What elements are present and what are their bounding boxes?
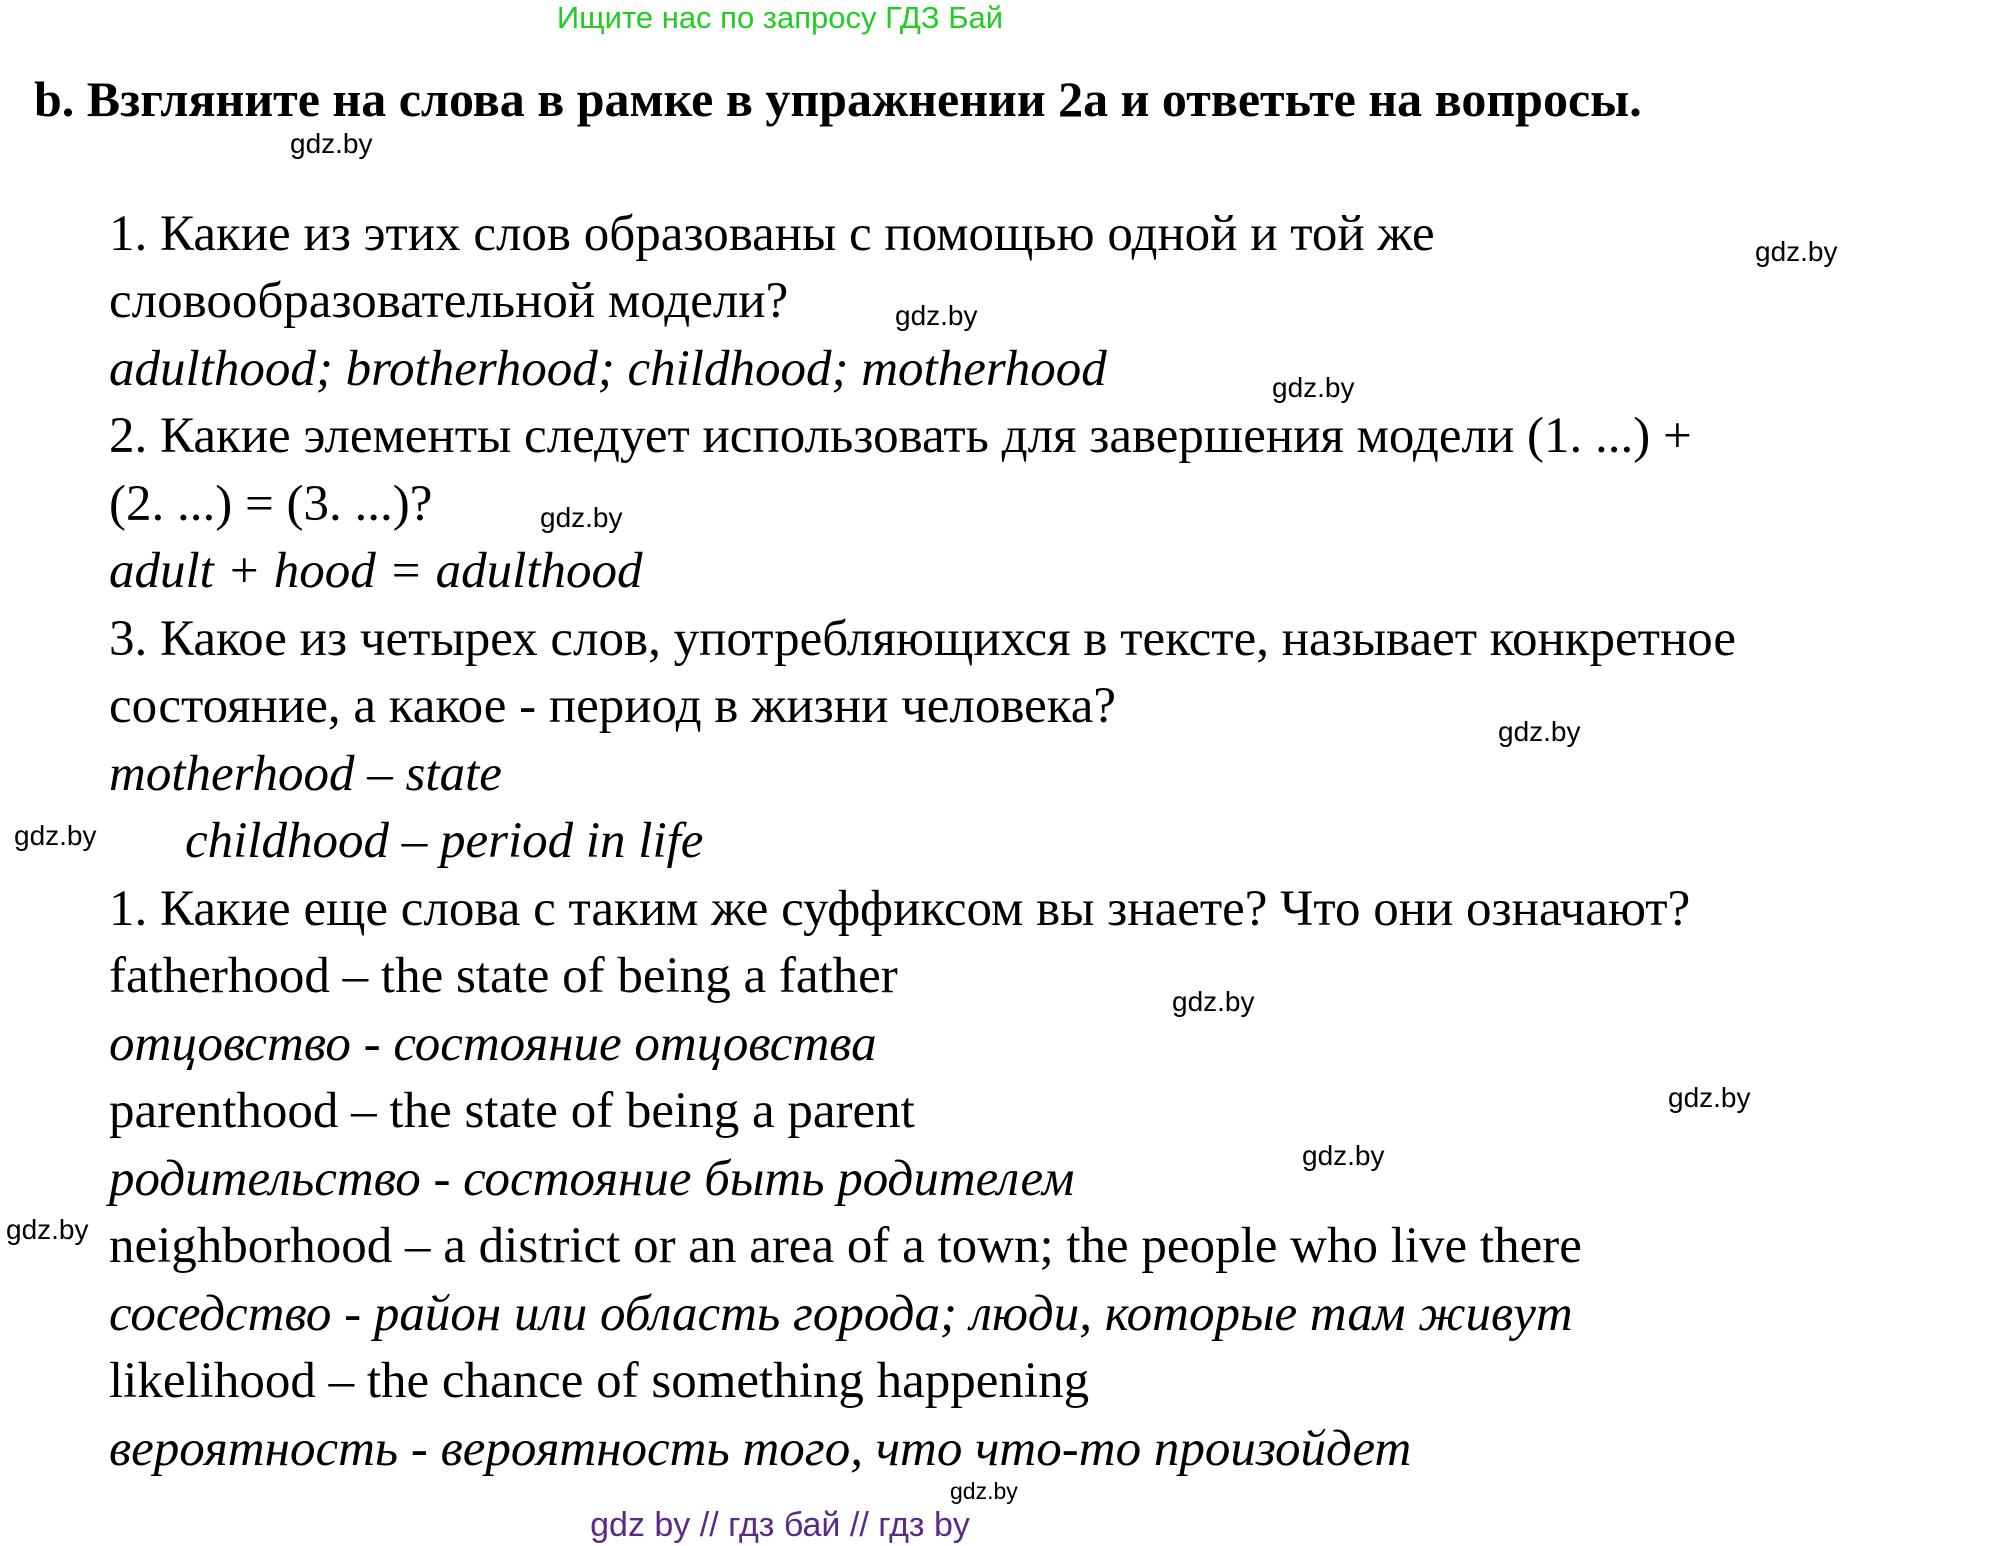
entry-ru: вероятность - вероятность того, что что-то произойдет [109, 1421, 1412, 1477]
question-3-line-1: 3. Какое из четырех слов, употребляющихся в тексте, называет конкретное [109, 611, 1736, 667]
watermark: gdz.by [895, 300, 978, 331]
watermark: gdz.by [950, 1478, 1018, 1504]
entry-ru: родительство - состояние быть родителем [109, 1151, 1075, 1207]
entry-en: parenthood – the state of being a parent [109, 1083, 915, 1139]
question-3-answer-1: motherhood – state [109, 746, 502, 802]
watermark: gdz.by [1498, 716, 1581, 747]
watermark: gdz.by [14, 820, 97, 851]
watermark: gdz.by [1668, 1082, 1751, 1113]
question-4-line-1: 1. Какие еще слова с таким же суффиксом вы знаете? Что они означают? [109, 881, 1691, 937]
footer: gdz by // гдз бай // гдз by [590, 1506, 970, 1544]
watermark: gdz.by [1172, 986, 1255, 1017]
question-3-line-2: состояние, а какое - период в жизни человека? [109, 678, 1117, 734]
question-3-answer-2: childhood – period in life [185, 813, 704, 869]
question-2-line-2: (2. ...) = (3. ...)? [109, 476, 433, 532]
question-1-answer: adulthood; brotherhood; childhood; motherhood [109, 341, 1107, 397]
watermark: gdz.by [290, 128, 373, 159]
top-banner: Ищите нас по запросу ГДЗ Бай [556, 0, 1004, 35]
watermark: gdz.by [6, 1214, 89, 1245]
watermark: gdz.by [1302, 1140, 1385, 1171]
watermark: gdz.by [540, 502, 623, 533]
exercise-heading: b. Взгляните на слова в рамке в упражнении 2а и ответьте на вопросы. [34, 71, 1642, 127]
entry-ru: соседство - район или область города; люди, которые там живут [109, 1286, 1573, 1342]
watermark: gdz.by [1755, 236, 1838, 267]
entry-ru: отцовство - состояние отцовства [109, 1016, 877, 1072]
watermark: gdz.by [1272, 372, 1355, 403]
question-1-line-1: 1. Какие из этих слов образованы с помощью одной и той же [109, 206, 1435, 262]
question-2-answer: adult + hood = adulthood [109, 543, 643, 599]
question-2-line-1: 2. Какие элементы следует использовать для завершения модели (1. ...) + [109, 408, 1692, 464]
entry-en: likelihood – the chance of something happening [109, 1353, 1090, 1409]
entry-en: neighborhood – a district or an area of a town; the people who live there [109, 1218, 1582, 1274]
question-1-line-2: словообразовательной модели? [109, 273, 789, 329]
entry-en: fatherhood – the state of being a father [109, 948, 898, 1004]
